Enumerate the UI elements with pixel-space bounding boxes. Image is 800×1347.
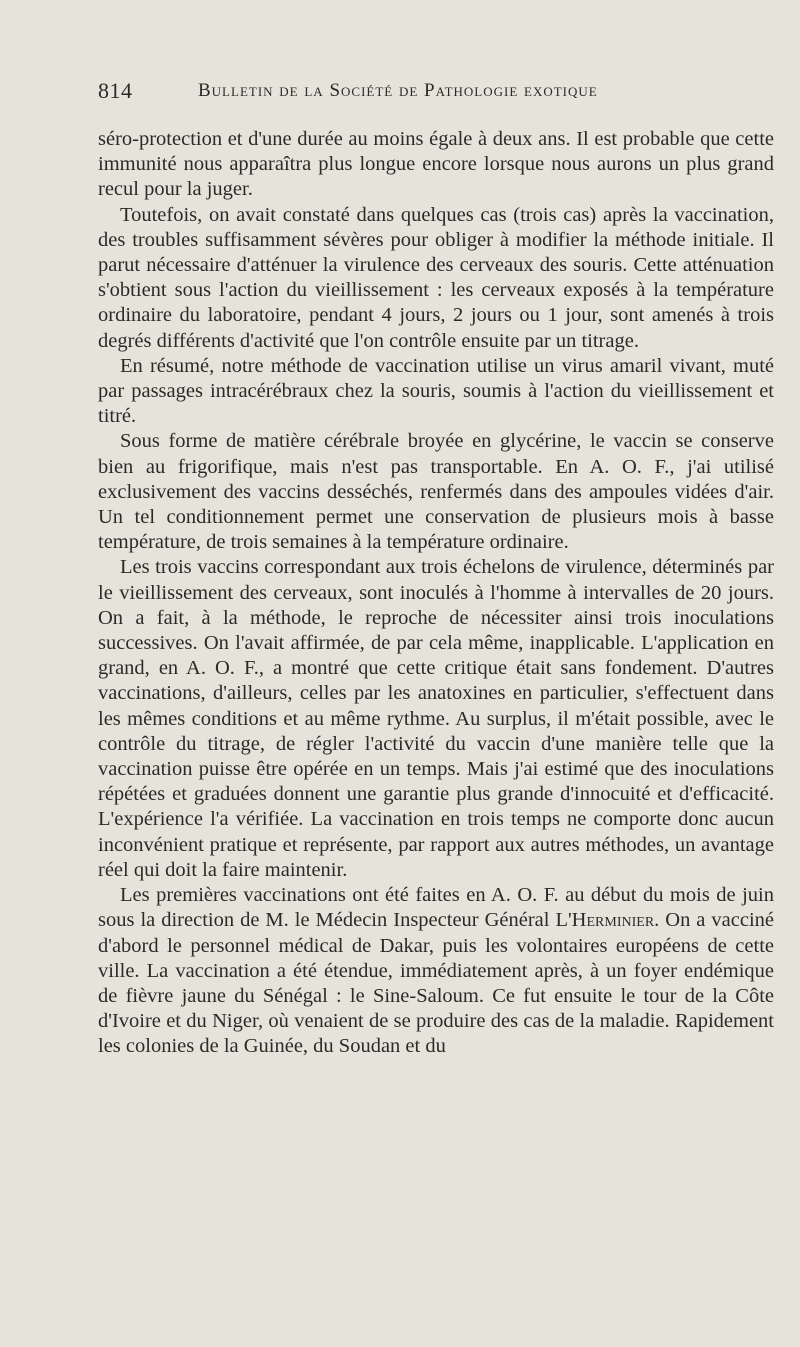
paragraph-text-end: . On a vacciné d'abord le personnel médical de Dakar, puis les volontaires européens de cette ville. La vaccination a été étendue, immédiatement après, à un foyer endémique de fièvre jaune du Sénégal : le Sine-Saloum. Ce fut ensuite le tour de la Côte d'Ivoire et du Niger, où venaient de se produire des cas de la maladie. Rapidement les colonies de la Guinée, du Soudan et du: [98, 909, 774, 1058]
person-name: L'Herminier: [555, 909, 655, 932]
running-head: [98, 78, 758, 108]
paragraph-conservation: Sous forme de matière cérébrale broyée en glycérine, le vaccin se conserve bien au frigorifique, mais n'est pas transportable. En A. O. F., j'ai utilisé exclusivement des vaccins desséchés, renfermés dans des ampoules vidées d'air. Un tel conditionnement permet une conservation de plusieurs mois à basse température, de trois semaines à la température ordinaire.: [98, 430, 774, 554]
journal-title: Bulletin de la Société de Pathologie exotique: [198, 80, 598, 101]
page-number: 814: [98, 78, 133, 103]
paragraph-first-vaccinations: [98, 883, 774, 1059]
paragraph-text-start: Les premières vaccinations ont été faites en A. O. F. au début du mois de juin sous la direction de M. le Médecin Inspecteur Général: [98, 884, 774, 932]
body-text: [98, 127, 774, 1060]
paragraph-summary: En résumé, notre méthode de vaccination utilise un virus amaril vivant, muté par passages intracérébraux chez la souris, soumis à l'action du vieillissement et titré.: [98, 354, 774, 428]
paragraph-three-vaccines: Les trois vaccins correspondant aux trois échelons de virulence, déterminés par le vieillissement des cerveaux, sont inoculés à l'homme à intervalles de 20 jours. On a fait, à la méthode, le reproche de nécessiter ainsi trois inoculations successives. On l'avait affirmée, de par cela même, inapplicable. L'application en grand, en A. O. F., a montré que cette critique était sans fondement. D'autres vaccinations, d'ailleurs, celles par les anatoxines en particulier, s'effectuent dans les mêmes conditions et au même rythme. Au surplus, il m'était possible, avec le contrôle du titrage, de régler l'activité du vaccin d'une manière telle que la vaccination puisse être opérée en un temps. Mais j'ai estimé que des inoculations répétées et graduées donnent une garantie plus grande d'innocuité et d'efficacité. L'expérience l'a vérifiée. La vaccination en trois temps ne comporte donc aucun inconvénient pratique et représente, par rapport aux autres méthodes, un avantage réel qui doit la faire maintenir.: [98, 556, 774, 881]
paragraph-continuation: séro-protection et d'une durée au moins égale à deux ans. Il est probable que cette immunité nous apparaîtra plus longue encore lorsque nous aurons un plus grand recul pour la juger.: [98, 128, 774, 201]
paragraph-attenuation: Toutefois, on avait constaté dans quelques cas (trois cas) après la vaccination, des troubles suffisamment sévères pour obliger à modifier la méthode initiale. Il parut nécessaire d'atténuer la virulence des cerveaux des souris. Cette atténuation s'obtient sous l'action du vieillissement : les cerveaux exposés à la température ordinaire du laboratoire, pendant 4 jours, 2 jours ou 1 jour, sont amenés à trois degrés différents d'activité que l'on contrôle ensuite par un titrage.: [98, 203, 774, 352]
